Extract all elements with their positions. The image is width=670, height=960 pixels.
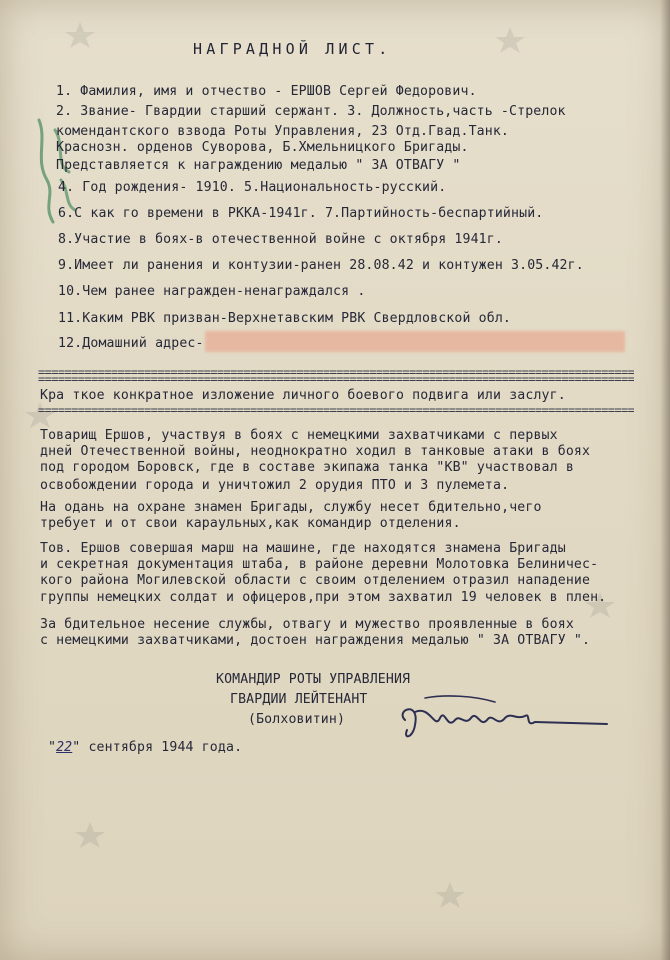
narrative-line: требует и от свои караульных,как командир отделения. bbox=[40, 516, 461, 531]
narrative-line: За бдительное несение службы, отвагу и мужество проявленные в боях bbox=[40, 617, 574, 632]
watermark-icon bbox=[490, 25, 530, 55]
narrative-line: На одань на охране знамен Бригады, службу несет бдительно,чего bbox=[40, 500, 542, 515]
watermark-icon bbox=[70, 820, 110, 850]
field-line: 8.Участие в боях-в отечественной войне с октября 1941г. bbox=[58, 232, 503, 247]
handwritten-signature-icon bbox=[385, 690, 615, 750]
narrative-line: дней Отечественной войны, неоднократно ходил в танковые атаки в боях bbox=[40, 444, 591, 459]
date-line: "22" сентября 1944 года. bbox=[48, 740, 243, 755]
narrative-line: с немецкими захватчиками, достоен награждения медалью " ЗА ОТВАГУ ". bbox=[40, 633, 591, 648]
field-line: 10.Чем ранее награжден-ненаграждался . bbox=[58, 284, 366, 299]
watermark-icon bbox=[60, 20, 100, 50]
field-line: Представляется к награждению медалью " ЗА ОТВАГУ " bbox=[56, 158, 461, 173]
narrative-line: освобождении города и уничтожил 2 орудия ПТО и 3 пулемета. bbox=[40, 478, 510, 493]
field-line: 4. Год рождения- 1910. 5.Национальность-русский. bbox=[58, 180, 447, 195]
signer-name: (Болховитин) bbox=[248, 712, 346, 727]
divider bbox=[38, 405, 634, 415]
field-line: комендантского взвода Роты Управления, 23 Отд.Гвад.Танк. bbox=[56, 124, 510, 139]
field-line: 1. Фамилия, имя и отчество - ЕРШОВ Сергей Федорович. bbox=[56, 84, 477, 99]
field-line: 12.Домашний адрес- bbox=[58, 336, 204, 351]
document-title: НАГРАДНОЙ ЛИСТ. bbox=[193, 40, 392, 58]
field-line: Краснозн. орденов Суворова, Б.Хмельницкого Бригады. bbox=[56, 140, 469, 155]
narrative-line: Товарищ Ершов, участвуя в боях с немецкими захватчиками с первых bbox=[40, 428, 558, 443]
narrative-line: и секретная документация штаба, в районе деревни Молотовка Белиничес- bbox=[40, 557, 599, 572]
narrative-line: под городом Боровск, где в составе экипажа танка "КВ" участвовал в bbox=[40, 460, 574, 475]
date-day: 22 bbox=[56, 740, 73, 755]
divider bbox=[38, 374, 634, 384]
redacted-address bbox=[205, 331, 625, 352]
signer-title: КОМАНДИР РОТЫ УПРАВЛЕНИЯ bbox=[216, 672, 411, 687]
signer-rank: ГВАРДИИ ЛЕЙТЕНАНТ bbox=[230, 692, 368, 707]
field-line: 2. Звание- Гвардии старший сержант. 3. Должность,часть -Стрелок bbox=[56, 104, 566, 119]
narrative-line: Тов. Ершов совершая марш на машине, где находятся знамена Бригады bbox=[40, 541, 566, 556]
watermark-icon bbox=[430, 880, 470, 910]
narrative-line: кого района Могилевской области с своим отделением отразил нападение bbox=[40, 573, 591, 588]
section-heading: Кра ткое конкратное изложение личного боевого подвига или заслуг. bbox=[40, 388, 566, 403]
field-line: 9.Имеет ли ранения и контузии-ранен 28.08.42 и контужен 3.05.42г. bbox=[58, 258, 584, 273]
field-line: 6.С как го времени в РККА-1941г. 7.Партийность-беспартийный. bbox=[58, 206, 544, 221]
date-rest: " сентября 1944 года. bbox=[72, 740, 243, 755]
page-edge bbox=[660, 0, 670, 960]
field-line: 11.Каким РВК призван-Верхнетавским РВК Свердловской обл. bbox=[58, 311, 512, 326]
narrative-line: группы немецких солдат и офицеров,при этом захватил 19 человек в плен. bbox=[40, 590, 607, 605]
